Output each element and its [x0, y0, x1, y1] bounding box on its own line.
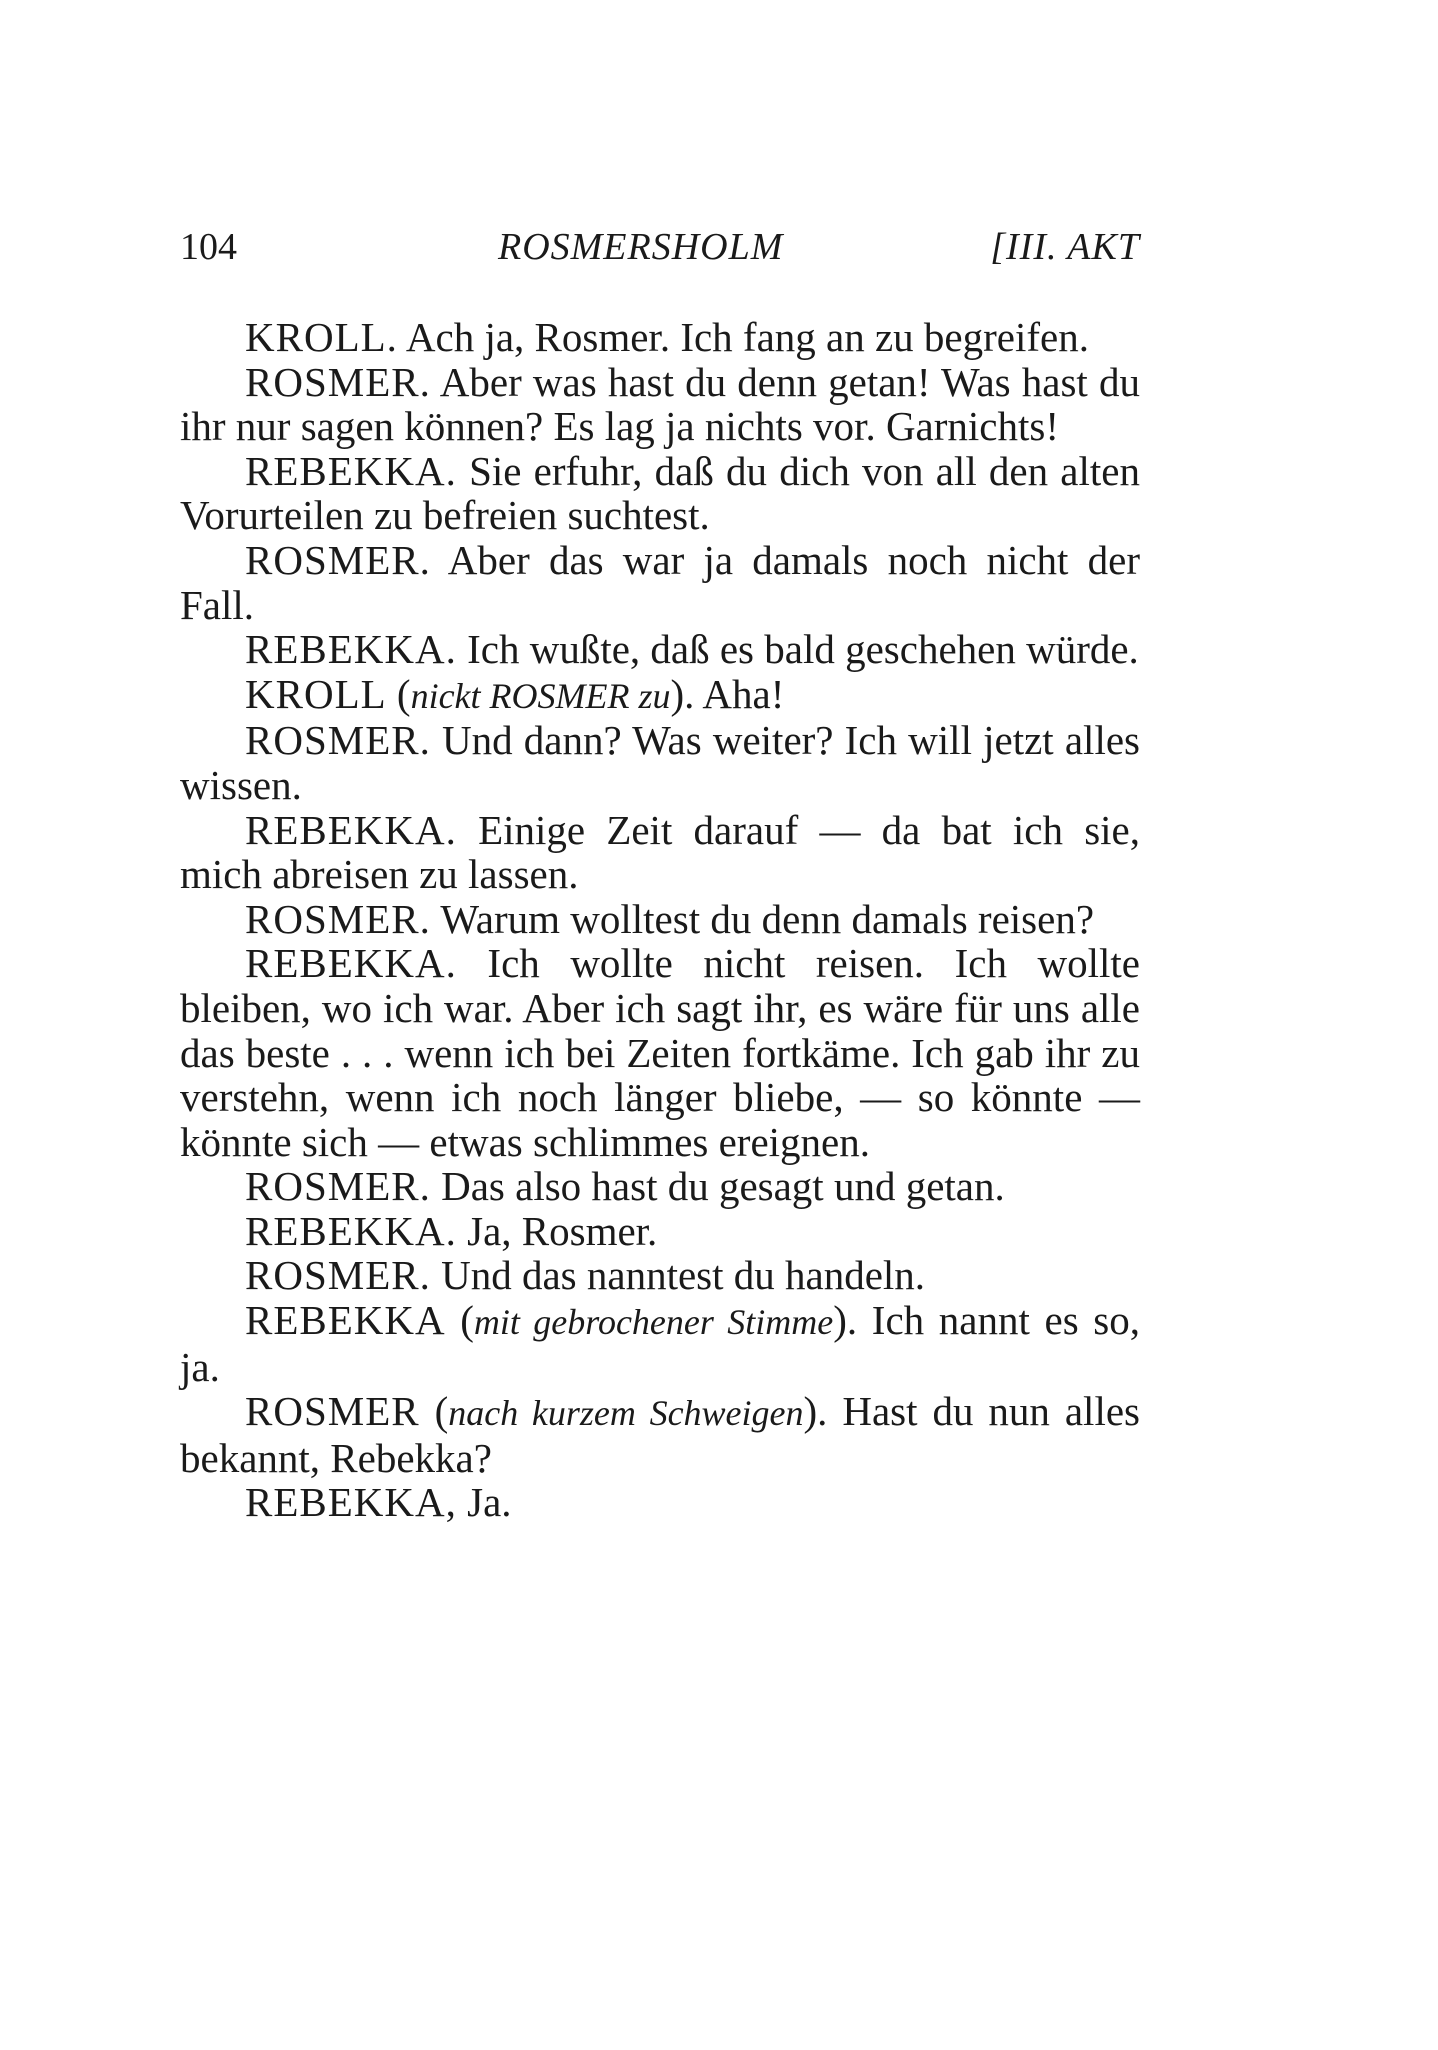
dialogue-paragraph	[180, 941, 1140, 1164]
speech-text: Sie erfuhr, daß du dich von all den alten Vorurteilen zu befreien suchtest.	[180, 447, 1140, 539]
speech-text: Ach ja, Rosmer. Ich fang an zu begreifen.	[397, 314, 1089, 360]
dialogue-paragraph	[180, 1298, 1140, 1389]
dialogue-paragraph	[180, 538, 1140, 627]
dialogue-paragraph	[180, 1480, 1140, 1525]
speaker-name: ROSMER.	[245, 358, 431, 405]
stage-direction: nach kurzem Schweigen	[448, 1393, 804, 1434]
speaker-name: REBEKKA.	[245, 1207, 457, 1254]
dialogue-paragraph	[180, 315, 1140, 360]
dialogue-paragraph	[180, 808, 1140, 897]
speech-text: Aber das war ja damals noch nicht der Fall.	[180, 536, 1140, 628]
speech-text: Und dann? Was weiter? Ich will jetzt alles wissen.	[180, 717, 1140, 808]
stage-direction-open: (	[460, 1297, 474, 1344]
speaker-name: REBEKKA,	[245, 1479, 457, 1526]
dialogue-paragraph	[180, 627, 1140, 672]
stage-direction-close: ).	[803, 1388, 828, 1435]
speaker-name: REBEKKA.	[245, 626, 457, 673]
play-dialogue	[180, 315, 1140, 1525]
dialogue-paragraph	[180, 1164, 1140, 1209]
speaker-name: REBEKKA.	[245, 940, 457, 987]
speaker-name: ROSMER.	[245, 717, 431, 764]
speaker-name: REBEKKA	[245, 1297, 446, 1344]
speaker-name: REBEKKA.	[245, 447, 457, 494]
speaker-name: ROSMER	[245, 1388, 420, 1435]
running-title: ROSMERSHOLM	[498, 226, 784, 268]
stage-direction-close: ).	[670, 670, 695, 717]
stage-direction-close: ).	[833, 1297, 858, 1344]
speaker-name: REBEKKA.	[245, 806, 457, 853]
dialogue-paragraph	[180, 672, 1140, 719]
speech-text: Und das nanntest du handeln.	[430, 1252, 926, 1299]
speech-text: Ich wußte, daß es bald geschehen würde.	[456, 626, 1139, 673]
speaker-name: ROSMER.	[245, 536, 431, 583]
speech-text: Warum wolltest du denn damals reisen?	[430, 895, 1095, 942]
dialogue-paragraph	[180, 1253, 1140, 1298]
speech-text: Ja.	[456, 1479, 512, 1526]
dialogue-paragraph	[180, 897, 1140, 942]
speech-text: Ja, Rosmer.	[456, 1207, 658, 1254]
speaker-name: ROSMER.	[245, 1163, 431, 1210]
dialogue-paragraph	[180, 449, 1140, 538]
page-number: 104	[180, 226, 237, 268]
speech-text: Das also hast du gesagt und getan.	[430, 1163, 1005, 1210]
speaker-name: KROLL	[245, 670, 387, 717]
dialogue-paragraph	[180, 718, 1140, 807]
stage-direction: mit gebrochener Stimme	[473, 1302, 834, 1343]
speaker-name: KROLL.	[245, 314, 398, 360]
dialogue-paragraph	[180, 360, 1140, 449]
page-header	[180, 222, 1140, 272]
speech-text: Einige Zeit darauf — da bat ich sie, mich abreisen zu lassen.	[180, 806, 1140, 898]
act-label: [III. AKT	[990, 226, 1140, 268]
speech-text: Aber was hast du denn getan! Was hast du ihr nur sagen können? Es lag ja nichts vor. Garnichts!	[180, 358, 1140, 450]
speech-text: Ich wollte nicht reisen. Ich wollte bleiben, wo ich war. Aber ich sagt ihr, es wäre für uns alle das beste . . . wenn ich bei Zeiten fortkäme. Ich gab ihr zu verstehn, wenn ich noch länger bliebe, — so könnte — könnte sich — etwas schlimmes ereignen.	[180, 940, 1140, 1165]
speech-text: Aha!	[694, 670, 785, 717]
dialogue-paragraph	[180, 1389, 1140, 1480]
speech-text: Hast du nun alles bekannt, Rebekka?	[180, 1388, 1140, 1481]
speaker-name: ROSMER.	[245, 1252, 431, 1299]
stage-direction: nickt ROSMER zu	[410, 675, 671, 716]
speech-text: Ich nannt es so, ja.	[180, 1297, 1141, 1390]
stage-direction-open: (	[396, 670, 411, 717]
speaker-name: ROSMER.	[245, 895, 431, 942]
dialogue-paragraph	[180, 1209, 1140, 1254]
stage-direction-open: (	[434, 1388, 449, 1435]
